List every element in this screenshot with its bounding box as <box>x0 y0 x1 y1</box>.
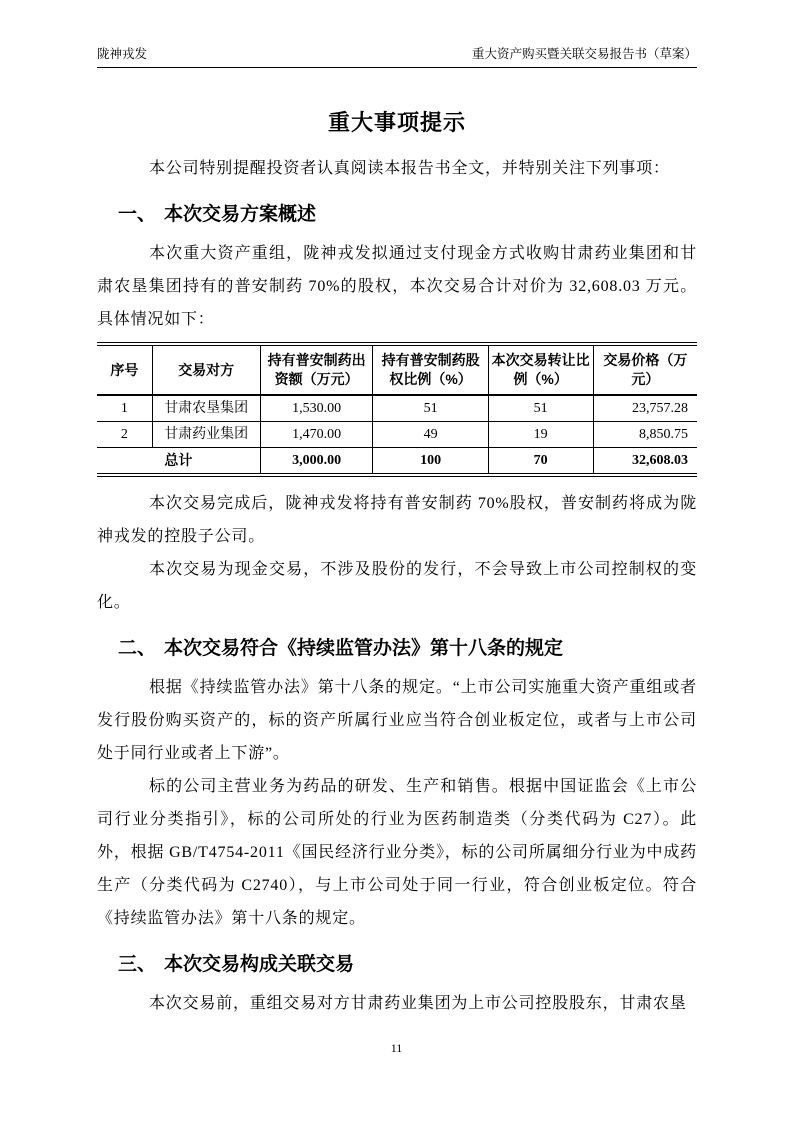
table-cell-counterparty: 甘肃农垦集团 <box>152 395 260 422</box>
section-1-heading <box>97 201 697 229</box>
table-header-cell: 交易价格（万元） <box>593 344 697 395</box>
header-right-text: 重大资产购买暨关联交易报告书（草案） <box>471 47 697 61</box>
table-cell-seq: 1 <box>97 395 152 422</box>
body-paragraph: 标的公司主营业务为药品的研发、生产和销售。根据中国证监会《上市公司行业分类指引》，标的公司所处的行业为医药制造类（分类代码为 C27）。此外，根据 GB/T4754-2011《国民经济行业分类》，标的公司所属细分行业为中成药生产（分类代码为 C2740），与上市公司处于同一行业，符合创业板定位。符合《持续监管办法》第十八条的规定。 <box>97 778 697 927</box>
table-cell-capital: 1,530.00 <box>260 395 373 422</box>
total-equity-pct: 100 <box>373 448 488 476</box>
header-left-text: 陇神戎发 <box>97 47 148 61</box>
table-cell-transfer-pct: 19 <box>488 422 593 448</box>
running-header <box>97 46 697 68</box>
table-cell-capital: 1,470.00 <box>260 422 373 448</box>
table-cell-counterparty: 甘肃药业集团 <box>152 422 260 448</box>
table-row <box>97 395 697 422</box>
section-3-number: 三、 <box>118 954 157 975</box>
table-header-cell: 序号 <box>97 344 152 395</box>
body-paragraph: 本次交易前，重组交易对方甘肃药业集团为上市公司控股股东，甘肃农垦 <box>149 995 687 1012</box>
section-1 <box>97 201 697 619</box>
total-transfer-pct: 70 <box>488 448 593 476</box>
section-2-number: 二、 <box>118 638 157 659</box>
table-header-row <box>97 344 697 395</box>
body-paragraph: 根据《持续监管办法》第十八条的规定。“上市公司实施重大资产重组或者发行股份购买资产的，标的资产所属行业应当符合创业板定位，或者与上市公司处于同行业或者上下游”。 <box>97 679 697 762</box>
table-header-cell: 交易对方 <box>152 344 260 395</box>
table-cell-seq: 2 <box>97 422 152 448</box>
table-header-cell: 持有普安制药出资额（万元） <box>260 344 373 395</box>
section-2-heading-text: 本次交易符合《持续监管办法》第十八条的规定 <box>164 638 564 659</box>
table-cell-price: 8,850.75 <box>593 422 697 448</box>
table-cell-transfer-pct: 51 <box>488 395 593 422</box>
page-number: 11 <box>390 1041 403 1055</box>
table-cell-equity-pct: 49 <box>373 422 488 448</box>
total-price: 32,608.03 <box>593 448 697 476</box>
section-2 <box>97 635 697 935</box>
body-paragraph: 本次交易完成后，陇神戎发将持有普安制药 70%股权，普安制药将成为陇神戎发的控股子公司。 <box>97 495 697 545</box>
table-header-cell: 持有普安制药股权比例（%） <box>373 344 488 395</box>
body-paragraph: 本次交易为现金交易，不涉及股份的发行，不会导致上市公司控制权的变化。 <box>97 561 697 611</box>
section-1-heading-text: 本次交易方案概述 <box>164 204 317 225</box>
section-3 <box>97 951 697 1020</box>
page-title: 重大事项提示 <box>327 110 466 135</box>
table-cell-equity-pct: 51 <box>373 395 488 422</box>
transaction-table <box>97 342 697 477</box>
total-capital: 3,000.00 <box>260 448 373 476</box>
total-label: 总计 <box>164 452 193 468</box>
section-1-number: 一、 <box>118 204 157 225</box>
body-paragraph: 本次重大资产重组，陇神戎发拟通过支付现金方式收购甘肃药业集团和甘肃农垦集团持有的普安制药 70%的股权，本次交易合计对价为 32,608.03 万元。具体情况如下： <box>97 245 697 328</box>
section-3-heading-text: 本次交易构成关联交易 <box>164 954 355 975</box>
section-3-heading <box>97 951 697 979</box>
table-header-cell: 本次交易转让比例（%） <box>488 344 593 395</box>
section-2-heading <box>97 635 697 663</box>
intro-paragraph: 本公司特别提醒投资者认真阅读本报告书全文，并特别关注下列事项： <box>149 160 670 177</box>
table-cell-price: 23,757.28 <box>593 395 697 422</box>
table-total-row <box>97 448 697 476</box>
table-row <box>97 422 697 448</box>
